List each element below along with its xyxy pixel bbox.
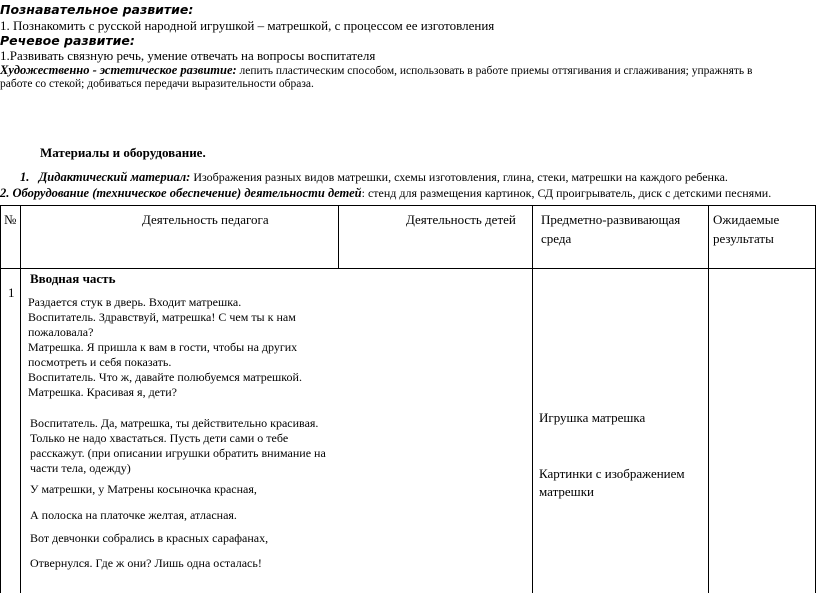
table-header-border	[0, 268, 816, 269]
poem-line-4: Отвернулся. Где ж они? Лишь одна осталась!	[30, 556, 262, 570]
table-col-divider-2	[338, 205, 339, 268]
dialog-line: Воспитатель. Что ж, давайте полюбуемся матрешкой.	[28, 370, 302, 384]
equipment-label: 2. Оборудование (техническое обеспечение) деятельности детей	[0, 186, 362, 200]
poem-line-1: У матрешки, у Матрены косыночка красная,	[30, 482, 257, 496]
art-heading: Художественно - эстетическое развитие:	[0, 63, 237, 77]
equipment-text: : стенд для размещения картинок, СД проигрыватель, диск с детскими песнями.	[361, 186, 772, 200]
header-env-2: среда	[541, 231, 572, 246]
dialog-line: Воспитатель. Да, матрешка, ты действительно красивая.	[30, 416, 319, 430]
dialog-line: части тела, одежду)	[30, 461, 131, 475]
header-results-1: Ожидаемые	[713, 212, 780, 227]
dialog-line: Матрешка. Я пришла к вам в гости, чтобы на других	[28, 340, 298, 354]
table-col-divider-3	[532, 205, 533, 593]
header-children: Деятельность детей	[406, 212, 516, 227]
header-results-2: результаты	[713, 231, 774, 246]
dialog-line: расскажут. (при описании игрушки обратить внимание на	[30, 446, 326, 460]
speech-heading: Речевое развитие:	[0, 33, 135, 48]
table-left-border	[0, 205, 1, 593]
table-col-divider-1	[20, 205, 21, 593]
art-text-2: работе со стекой; добиваться передачи выразительности образа.	[0, 78, 314, 90]
dialog-line: Воспитатель. Здравствуй, матрешка! С чем ты к нам	[28, 310, 296, 324]
env-pictures-2: матрешки	[539, 484, 594, 499]
table-col-divider-4	[708, 205, 709, 593]
table-top-border	[0, 205, 816, 206]
didactic-line	[20, 170, 728, 185]
dialog-line: Матрешка. Красивая я, дети?	[28, 385, 177, 399]
equipment-line	[0, 186, 771, 201]
poem-line-2: А полоска на платочке желтая, атласная.	[30, 508, 237, 522]
poem-line-3: Вот девчонки собрались в красных сарафанах,	[30, 531, 269, 545]
dialog-block-1	[28, 295, 302, 400]
didactic-label: Дидактический материал:	[38, 170, 191, 184]
dialog-line: Только не надо хвастаться. Пусть дети сами о тебе	[30, 431, 289, 445]
art-text-1: лепить пластическим способом, использовать в работе приемы оттягивания и сглаживания; упражнять в	[236, 65, 753, 77]
materials-title: Материалы и оборудование.	[40, 145, 206, 160]
header-env-1: Предметно-развивающая	[541, 212, 681, 227]
part-title: Вводная часть	[30, 271, 116, 286]
dialog-block-2	[30, 416, 326, 476]
header-num: №	[4, 212, 17, 227]
speech-item: 1.Развивать связную речь, умение отвечать на вопросы воспитателя	[0, 48, 376, 63]
dialog-line: пожаловала?	[28, 325, 94, 339]
art-line-1	[0, 63, 752, 78]
didactic-num: 1.	[20, 170, 30, 184]
header-teacher: Деятельность педагога	[142, 212, 269, 227]
dialog-line: Раздается стук в дверь. Входит матрешка.	[28, 295, 242, 309]
env-pictures-1: Картинки с изображением	[539, 466, 685, 481]
env-toy: Игрушка матрешка	[539, 410, 646, 425]
cognitive-heading: Познавательное развитие:	[0, 2, 194, 17]
row-number: 1	[8, 285, 15, 300]
didactic-text: Изображения разных видов матрешки, схемы изготовления, глина, стеки, матрешки на каждого ребенка.	[190, 170, 728, 184]
cognitive-item: 1. Познакомить с русской народной игрушкой – матрешкой, с процессом ее изготовления	[0, 18, 495, 33]
dialog-line: посмотреть и себя показать.	[28, 355, 172, 369]
